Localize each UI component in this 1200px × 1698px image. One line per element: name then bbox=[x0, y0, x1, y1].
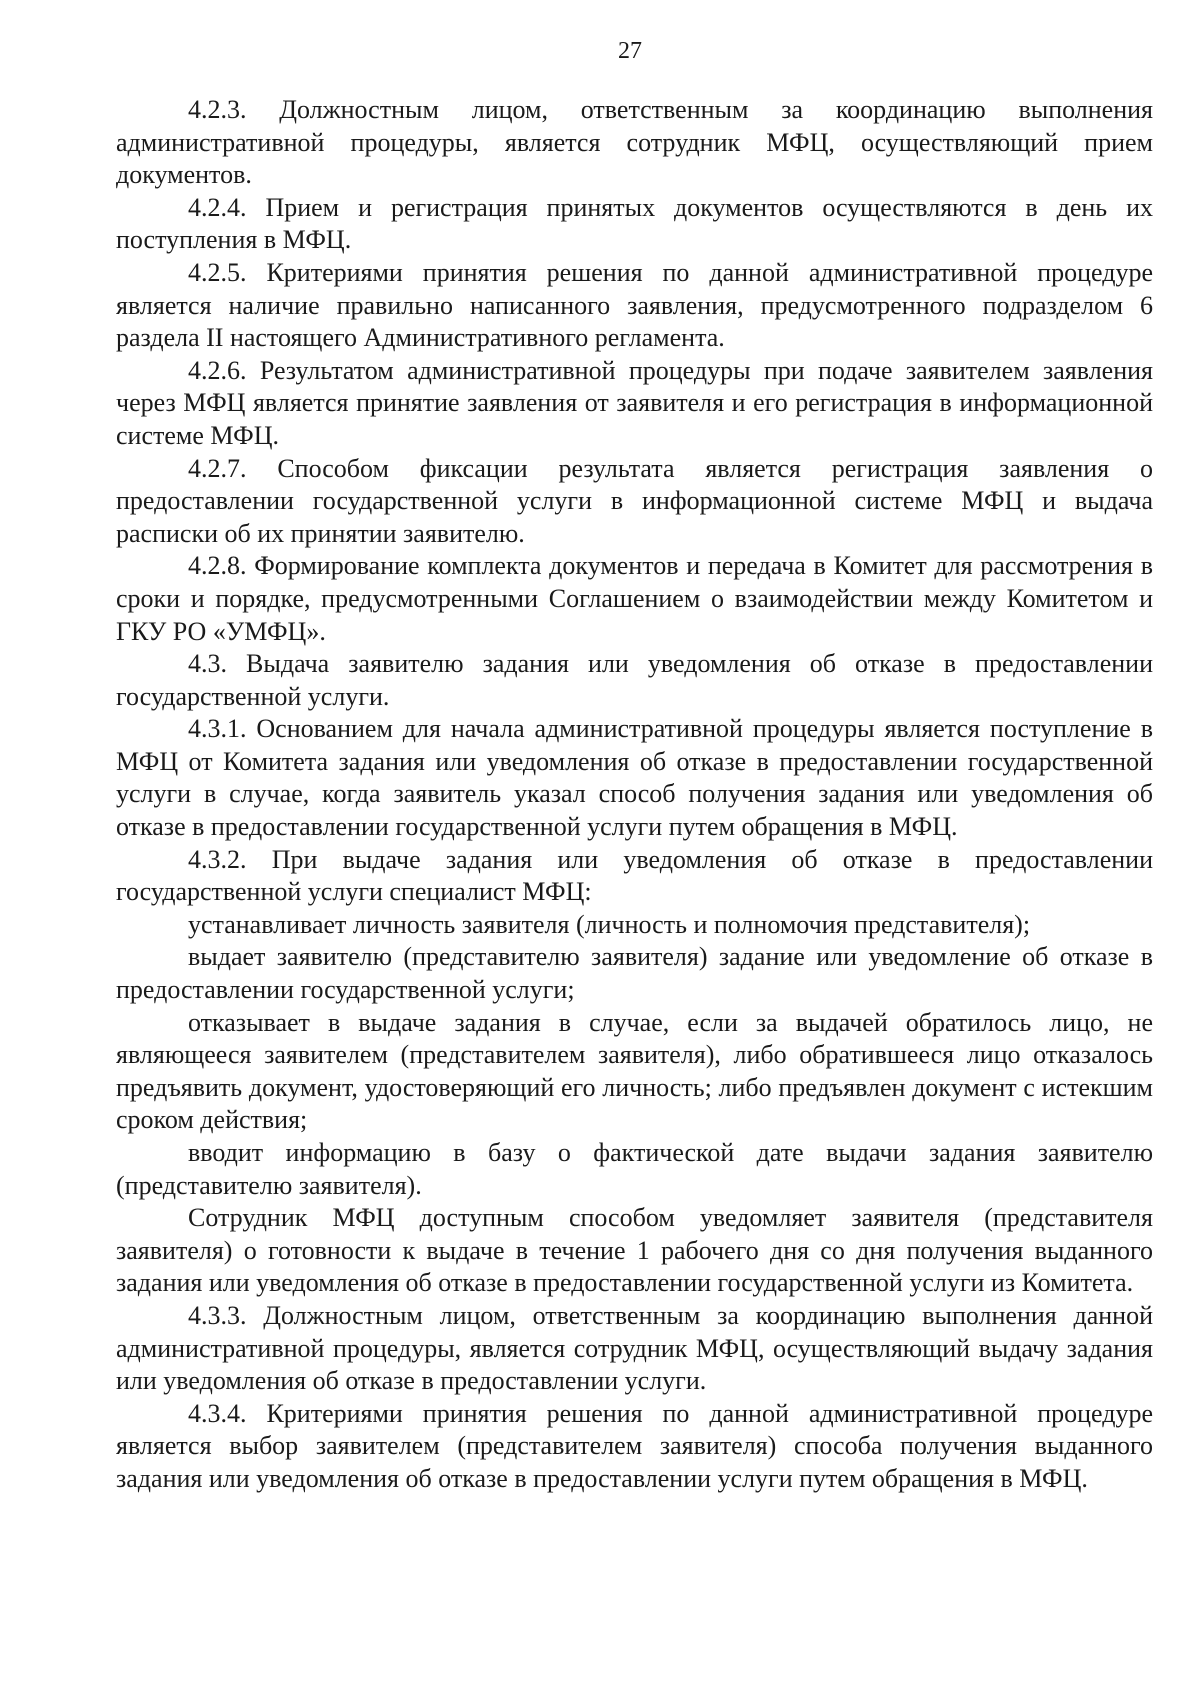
paragraph-4-2-6: 4.2.6. Результатом административной процедуры при подаче заявителем заявления через МФЦ является принятие заявления от заявителя и его регистрация в информационной системе МФЦ. bbox=[116, 355, 1153, 450]
list-item-identity-check: устанавливает личность заявителя (личность и полномочия представителя); bbox=[188, 909, 1031, 939]
paragraph-4-3-2: 4.3.2. При выдаче задания или уведомления об отказе в предоставлении государственной услуги специалист МФЦ: bbox=[116, 844, 1153, 907]
paragraph-4-2-8: 4.2.8. Формирование комплекта документов и передача в Комитет для рассмотрения в сроки и порядке, предусмотренными Соглашением о взаимодействии между Комитетом и ГКУ РО «УМФЦ». bbox=[116, 551, 1153, 646]
paragraph-4-2-4: 4.2.4. Прием и регистрация принятых документов осуществляются в день их поступления в МФЦ. bbox=[116, 192, 1153, 255]
paragraph-4-2-5: 4.2.5. Критериями принятия решения по данной административной процедуре является наличие правильно написанного заявления, предусмотренного подразделом 6 раздела II настоящего Административного регламента. bbox=[116, 257, 1153, 353]
paragraph-4-2-7: 4.2.7. Способом фиксации результата является регистрация заявления о предоставлении государственной услуги в информационной системе МФЦ и выдача расписки об их принятии заявителю. bbox=[116, 453, 1153, 548]
list-item-enter-info: вводит информацию в базу о фактической дате выдачи задания заявителю (представителю заявителя). bbox=[116, 1138, 1153, 1200]
list-item-refuse-issue: отказывает в выдаче задания в случае, если за выдачей обратилось лицо, не являющееся заявителем (представителем заявителя), либо обратившееся лицо отказалось предъявить документ, удостоверяющий его личность; либо предъявлен документ с истекшим сроком действия; bbox=[116, 1007, 1153, 1135]
paragraph-4-3: 4.3. Выдача заявителю задания или уведомления об отказе в предоставлении государственной услуги. bbox=[116, 649, 1153, 711]
paragraph-notification: Сотрудник МФЦ доступным способом уведомляет заявителя (представителя заявителя) о готовности к выдаче в течение 1 рабочего дня со дня получения выданного задания или уведомления об отказе в предоставлении государственной услуги из Комитета. bbox=[116, 1203, 1153, 1298]
paragraph-4-3-1: 4.3.1. Основанием для начала административной процедуры является поступление в МФЦ от Комитета задания или уведомления об отказе в предоставлении государственной услуги в случае, когда заявитель указал способ получения задания или уведомления об отказе в предоставлении государственной услуги путем обращения в МФЦ. bbox=[116, 714, 1153, 842]
document-body bbox=[116, 94, 1153, 1496]
paragraph-4-2-3: 4.2.3. Должностным лицом, ответственным за координацию выполнения административной процедуры, является сотрудник МФЦ, осуществляющий прием документов. bbox=[116, 95, 1153, 190]
paragraph-4-3-3: 4.3.3. Должностным лицом, ответственным за координацию выполнения данной административной процедуры, является сотрудник МФЦ, осуществляющий выдачу задания или уведомления об отказе в предоставлении услуги. bbox=[116, 1300, 1153, 1396]
list-item-issue-task: выдает заявителю (представителю заявителя) задание или уведомление об отказе в предоставлении государственной услуги; bbox=[116, 942, 1153, 1005]
page-number: 27 bbox=[618, 38, 642, 64]
paragraph-4-3-4: 4.3.4. Критериями принятия решения по данной административной процедуре является выбор заявителем (представителем заявителя) способа получения выданного задания или уведомления об отказе в предоставлении услуги путем обращения в МФЦ. bbox=[116, 1398, 1153, 1493]
